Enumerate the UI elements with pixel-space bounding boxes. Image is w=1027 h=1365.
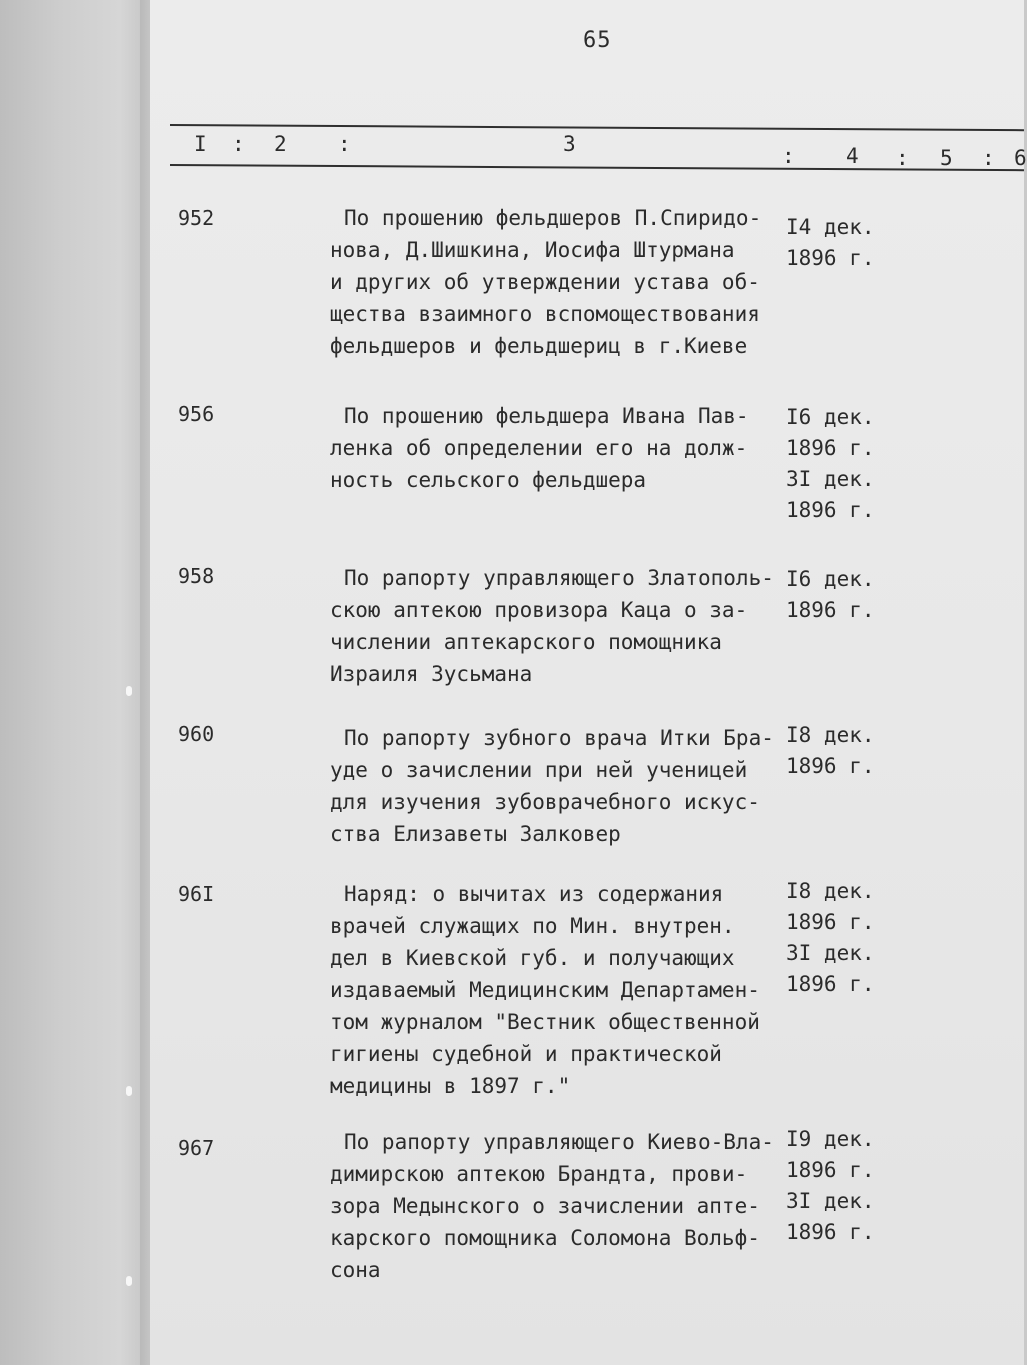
staple-hole [126, 686, 132, 696]
entry-line: и других об утверждении устава об- [330, 270, 760, 294]
date-line: I6 дек. [786, 567, 875, 591]
entry-line: врачей служащих по Мин. внутрен. [330, 914, 735, 938]
date-line: I4 дек. [786, 215, 875, 239]
entry-number: 960 [178, 722, 215, 746]
entry-line: нова, Д.Шишкина, Иосифа Штурмана [330, 238, 735, 262]
entry-line: димирскою аптекою Брандта, прови- [330, 1162, 748, 1186]
entry-line: уде о зачислении при ней ученицей [330, 758, 748, 782]
entry-number: 956 [178, 402, 215, 426]
column-header-1: I [194, 132, 207, 156]
entry-line: гигиены судебной и практической [330, 1042, 722, 1066]
date-line: 1896 г. [786, 246, 875, 270]
date-line: 1896 г. [786, 754, 875, 778]
column-separator: : [338, 132, 351, 156]
entry-description [330, 202, 780, 362]
entry-line: фельдшеров и фельдшериц в г.Киеве [330, 334, 748, 358]
date-line: 1896 г. [786, 598, 875, 622]
date-line: 1896 г. [786, 910, 875, 934]
date-line: 1896 г. [786, 972, 875, 996]
date-line: I8 дек. [786, 723, 875, 747]
entry-dates [786, 876, 875, 1000]
column-header-3: 3 [563, 132, 576, 156]
entry-line: том журналом "Вестник общественной [330, 1010, 760, 1034]
entry-line: скою аптекою провизора Каца о за- [330, 598, 748, 622]
entry-dates [786, 1124, 875, 1248]
date-line: I8 дек. [786, 879, 875, 903]
entry-line: для изучения зубоврачебного искус- [330, 790, 760, 814]
entry-line: щества взаимного вспомоществования [330, 302, 760, 326]
date-line: 1896 г. [786, 1158, 875, 1182]
entry-line: По рапорту управляющего Киево-Вла- [344, 1130, 774, 1154]
entry-line: Наряд: о вычитах из содержания [344, 882, 724, 906]
staple-hole [126, 1276, 132, 1286]
entry-dates [786, 212, 875, 274]
entry-line: дел в Киевской губ. и получающих [330, 946, 735, 970]
entry-line: По прошению фельдшеров П.Спиридо- [344, 206, 762, 230]
page-number: 65 [583, 28, 612, 53]
date-line: 1896 г. [786, 436, 875, 460]
entry-line: ленка об определении его на долж- [330, 436, 748, 460]
entry-line: По рапорту зубного врача Итки Бра- [344, 726, 774, 750]
entry-line: сона [330, 1258, 381, 1282]
column-header-5: 5 [940, 146, 953, 170]
entry-number: 96I [178, 882, 215, 906]
entry-line: Израиля Зусьмана [330, 662, 533, 686]
entry-description [330, 400, 780, 496]
staple-hole [126, 1086, 132, 1096]
entry-description [330, 562, 780, 690]
column-separator: : [782, 144, 795, 168]
date-line: I6 дек. [786, 405, 875, 429]
column-separator: : [232, 132, 245, 156]
column-header-6: 6 [1014, 146, 1027, 170]
column-separator: : [896, 146, 909, 170]
entry-line: медицины в 1897 г." [330, 1074, 571, 1098]
date-line: 1896 г. [786, 498, 875, 522]
date-line: 1896 г. [786, 1220, 875, 1244]
entry-dates [786, 564, 875, 626]
column-header-2: 2 [274, 132, 287, 156]
date-line: I9 дек. [786, 1127, 875, 1151]
entry-number: 967 [178, 1136, 215, 1160]
entry-line: зора Медынского о зачислении апте- [330, 1194, 760, 1218]
date-line: 3I дек. [786, 941, 875, 965]
entry-number: 958 [178, 564, 215, 588]
entry-description [330, 878, 780, 1102]
entry-line: числении аптекарского помощника [330, 630, 722, 654]
entry-line: карского помощника Соломона Вольф- [330, 1226, 760, 1250]
date-line: 3I дек. [786, 1189, 875, 1213]
entry-description [330, 1126, 780, 1286]
entry-dates [786, 720, 875, 782]
entry-description [330, 722, 780, 850]
entry-line: По прошению фельдшера Ивана Пав- [344, 404, 749, 428]
column-header-4: 4 [846, 144, 859, 168]
column-separator: : [982, 146, 995, 170]
entry-line: По рапорту управляющего Златополь- [344, 566, 774, 590]
entry-line: издаваемый Медицинским Департамен- [330, 978, 760, 1002]
entry-dates [786, 402, 875, 526]
previous-page-edge [0, 0, 150, 1365]
entry-number: 952 [178, 206, 215, 230]
date-line: 3I дек. [786, 467, 875, 491]
entry-line: ства Елизаветы Залковер [330, 822, 621, 846]
entry-line: ность сельского фельдшера [330, 468, 647, 492]
